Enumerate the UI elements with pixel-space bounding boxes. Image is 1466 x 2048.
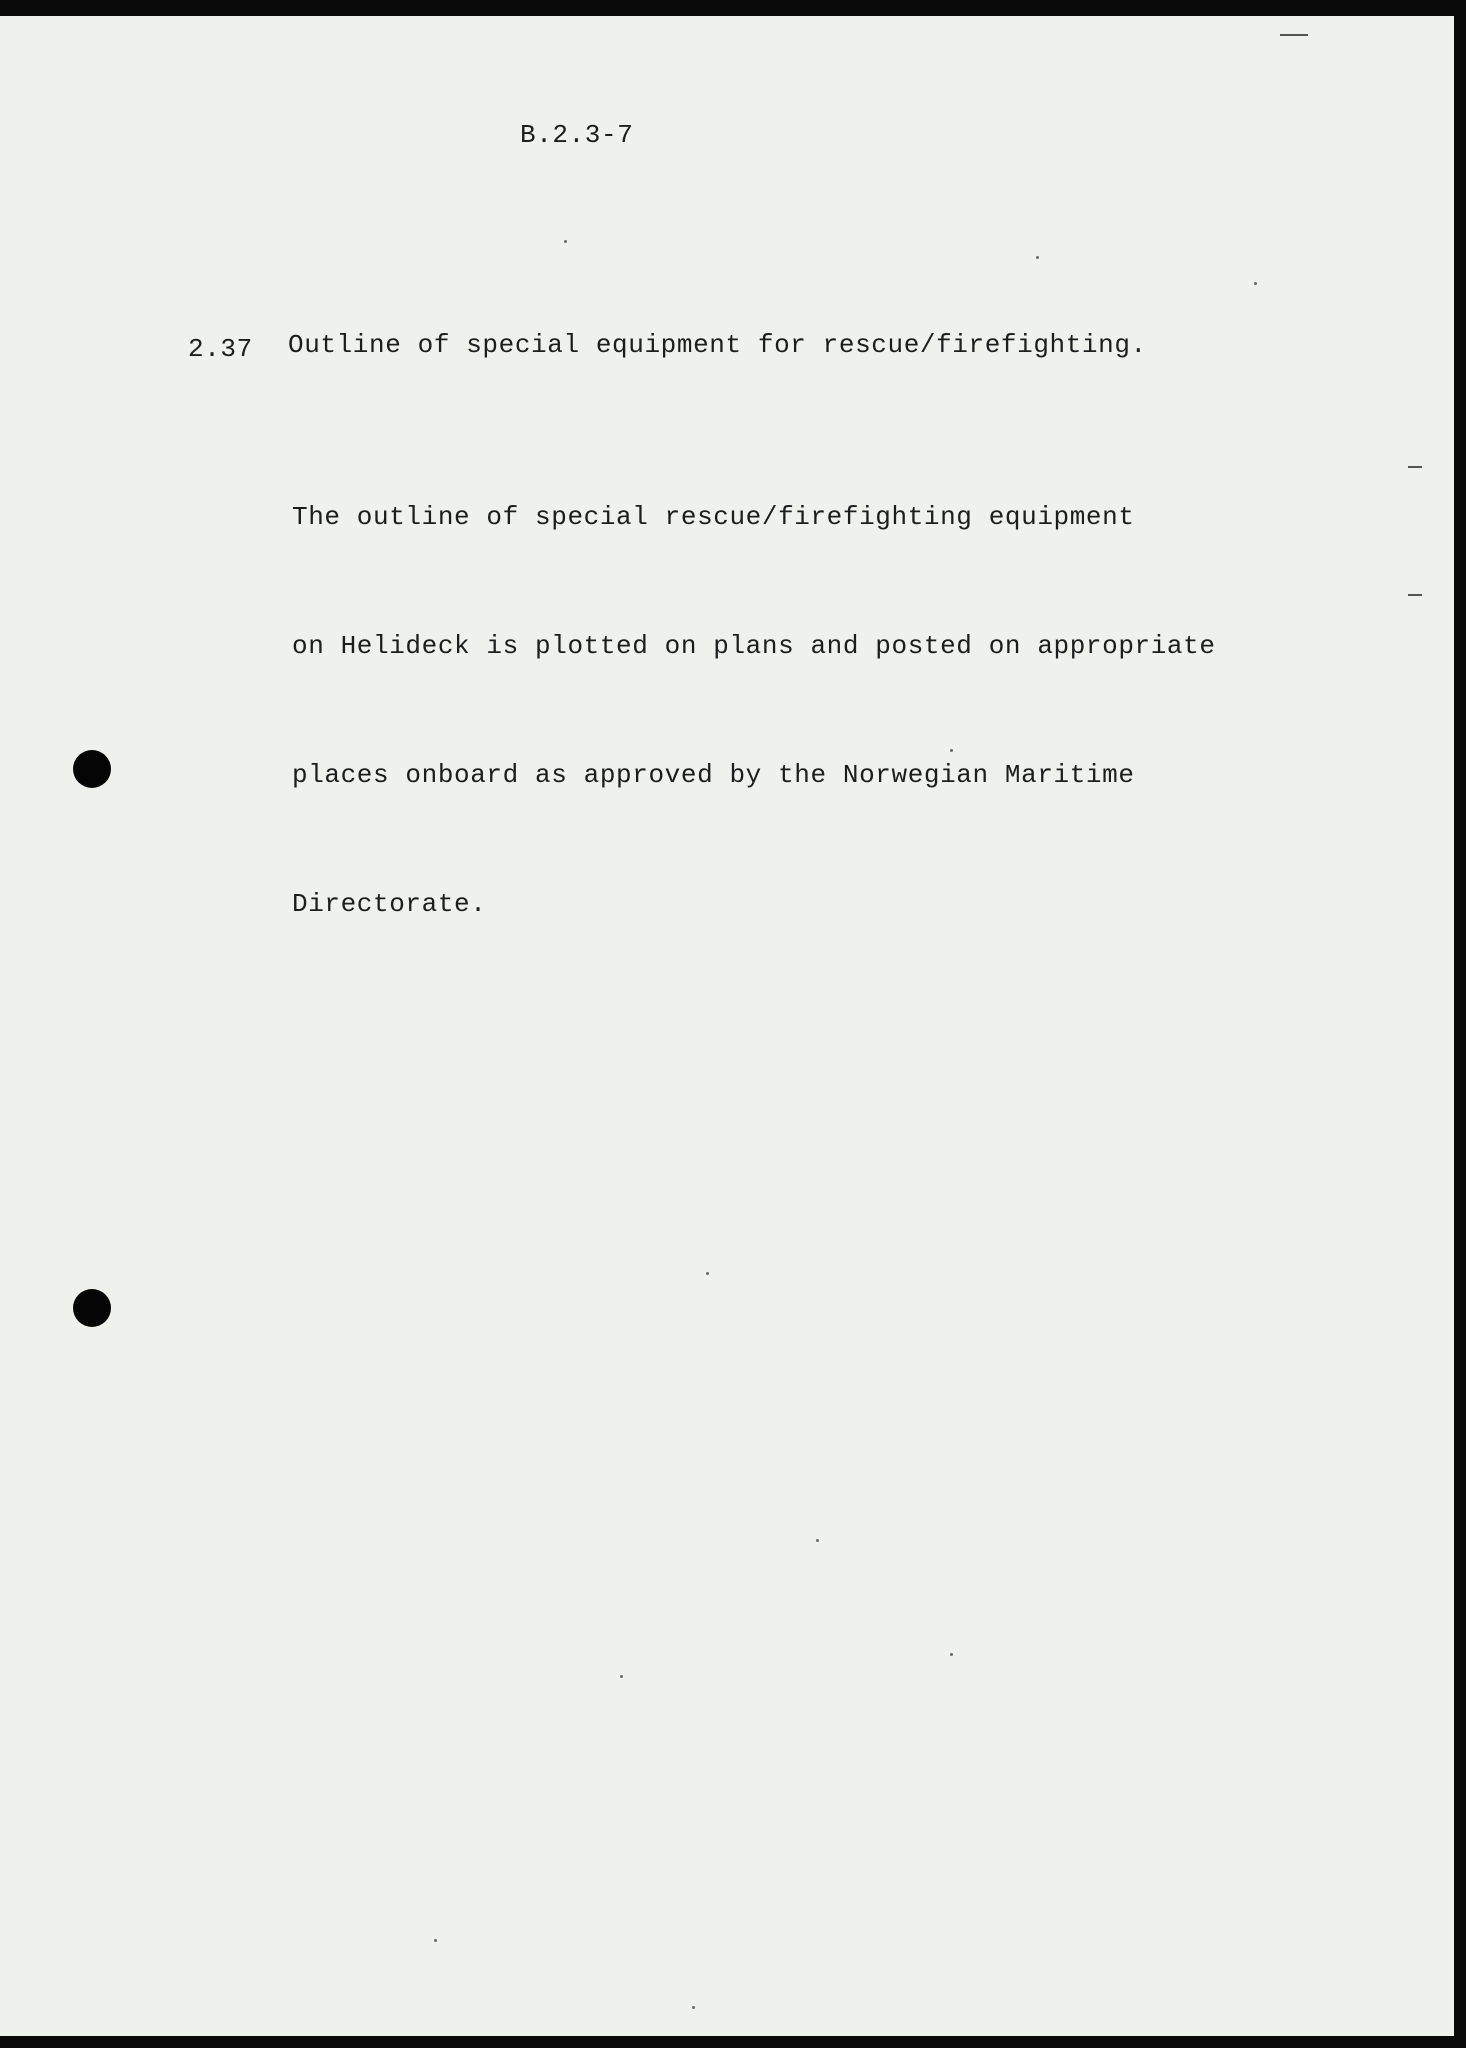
- edge-mark: [1408, 594, 1422, 596]
- body-line: The outline of special rescue/firefighting equipment: [292, 502, 1135, 532]
- edge-mark: [1408, 466, 1422, 468]
- speck: [950, 1653, 953, 1656]
- section-number: 2.37: [188, 334, 253, 364]
- speck: [1254, 282, 1257, 285]
- speck: [1036, 256, 1039, 259]
- scanned-page: [0, 16, 1454, 2036]
- speck: [706, 1272, 709, 1275]
- page-reference: B.2.3-7: [520, 120, 634, 150]
- body-line: places onboard as approved by the Norwegian Maritime: [292, 760, 1135, 790]
- speck: [434, 1939, 437, 1942]
- speck: [950, 749, 953, 752]
- speck: [816, 1539, 819, 1542]
- edge-mark: [1280, 34, 1308, 36]
- speck: [564, 240, 567, 243]
- section-title: Outline of special equipment for rescue/firefighting.: [288, 330, 1147, 360]
- body-paragraph: [292, 410, 1216, 1012]
- body-line: Directorate.: [292, 889, 487, 919]
- punch-hole: [73, 750, 111, 788]
- speck: [692, 2006, 695, 2009]
- body-line: on Helideck is plotted on plans and posted on appropriate: [292, 631, 1216, 661]
- speck: [620, 1675, 623, 1678]
- punch-hole: [73, 1289, 111, 1327]
